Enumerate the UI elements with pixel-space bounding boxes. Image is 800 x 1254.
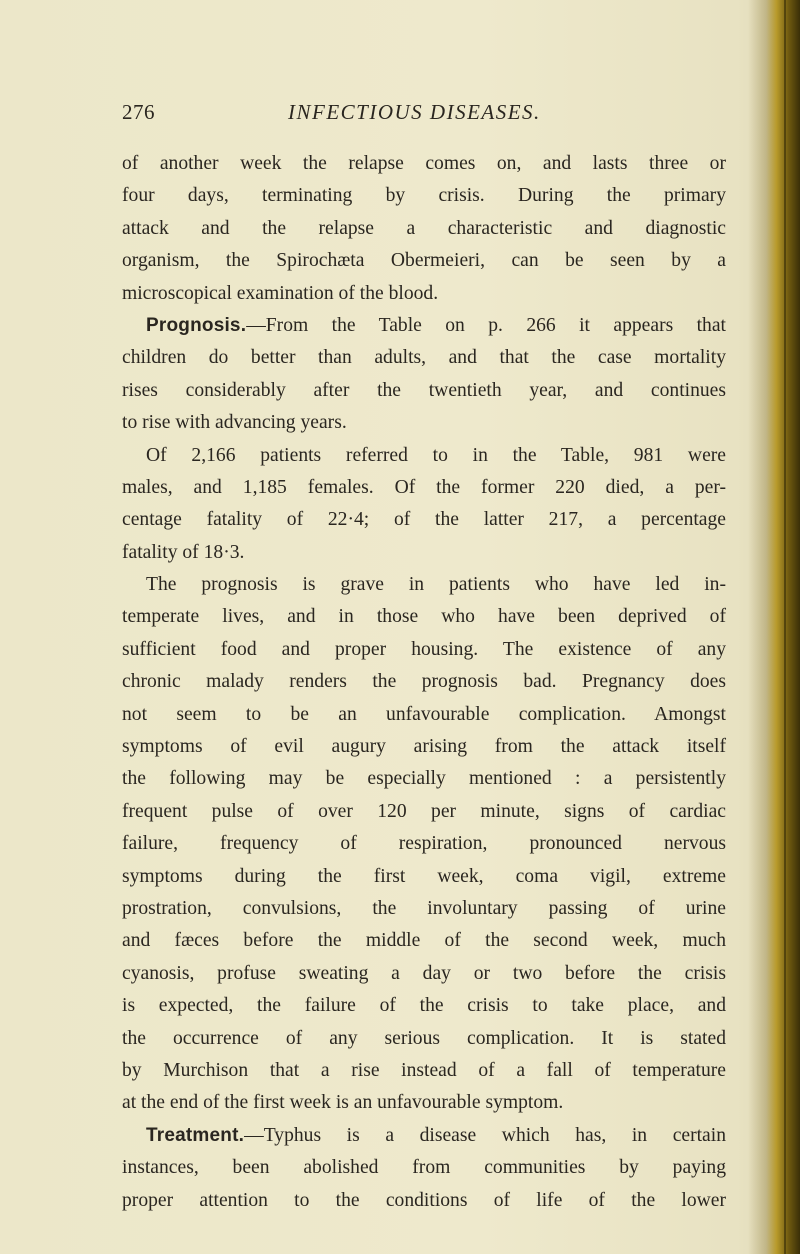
text-line: males, and 1,185 females. Of the former 220 died, a per- bbox=[122, 476, 726, 498]
text-line: The prognosis is grave in patients who have led in- bbox=[146, 574, 726, 596]
text-line: symptoms during the first week, coma vigil, extreme bbox=[122, 865, 726, 887]
section-heading-prognosis: Prognosis. bbox=[146, 314, 247, 336]
text-line: chronic malady renders the prognosis bad. Pregnancy does bbox=[122, 671, 726, 693]
text-line: the occurrence of any serious complication. It is stated bbox=[122, 1027, 726, 1049]
text-line: microscopical examination of the blood. bbox=[122, 282, 439, 304]
text-line: of another week the relapse comes on, and lasts three or bbox=[122, 153, 726, 174]
text-line: organism, the Spirochæta Obermeieri, can be seen by a bbox=[122, 250, 726, 272]
text-line: four days, terminating by crisis. During the primary bbox=[122, 185, 726, 207]
text-line: rises considerably after the twentieth year, and continues bbox=[122, 379, 726, 401]
section-heading-line-treatment: Treatment.—Typhus is a disease which has, in certain bbox=[146, 1124, 726, 1146]
text-line: fatality of 18·3. bbox=[122, 541, 245, 563]
section-heading-treatment: Treatment. bbox=[146, 1124, 245, 1146]
body-text bbox=[122, 148, 726, 1217]
text-line: to rise with advancing years. bbox=[122, 412, 347, 434]
text-line: symptoms of evil augury arising from the attack itself bbox=[122, 736, 726, 758]
running-header bbox=[122, 100, 722, 128]
text-line: prostration, convulsions, the involuntary passing of urine bbox=[122, 897, 726, 919]
page-edge-shadow bbox=[748, 0, 800, 1254]
text-line: and fæces before the middle of the second week, much bbox=[122, 930, 726, 952]
page-number: 276 bbox=[122, 100, 155, 124]
text-line: at the end of the first week is an unfavourable symptom. bbox=[122, 1092, 564, 1114]
text-line: by Murchison that a rise instead of a fall of temperature bbox=[122, 1059, 726, 1081]
text-line: frequent pulse of over 120 per minute, signs of cardiac bbox=[122, 800, 726, 822]
text-line: temperate lives, and in those who have been deprived of bbox=[122, 606, 726, 628]
text-line: failure, frequency of respiration, pronounced nervous bbox=[122, 833, 726, 855]
text-line: proper attention to the conditions of life of the lower bbox=[122, 1189, 726, 1211]
text-line: the following may be especially mentioned : a persistently bbox=[122, 768, 726, 790]
text-line: cyanosis, profuse sweating a day or two before the crisis bbox=[122, 962, 726, 984]
text-line: instances, been abolished from communities by paying bbox=[122, 1157, 726, 1179]
text-line: centage fatality of 22·4; of the latter 217, a percentage bbox=[122, 509, 726, 531]
text-line: sufficient food and proper housing. The existence of any bbox=[122, 638, 726, 660]
text-line: Of 2,166 patients referred to in the Table, 981 were bbox=[146, 444, 726, 466]
section-heading-line-prognosis: Prognosis.—From the Table on p. 266 it appears that bbox=[146, 314, 726, 336]
text-line: not seem to be an unfavourable complication. Amongst bbox=[122, 703, 726, 725]
text-line: children do better than adults, and that the case mortality bbox=[122, 347, 726, 369]
text-line: is expected, the failure of the crisis to take place, and bbox=[122, 995, 726, 1017]
running-title: INFECTIOUS DISEASES. bbox=[288, 100, 541, 124]
page-edge-line bbox=[784, 0, 786, 1254]
text-line: attack and the relapse a characteristic and diagnostic bbox=[122, 217, 726, 239]
